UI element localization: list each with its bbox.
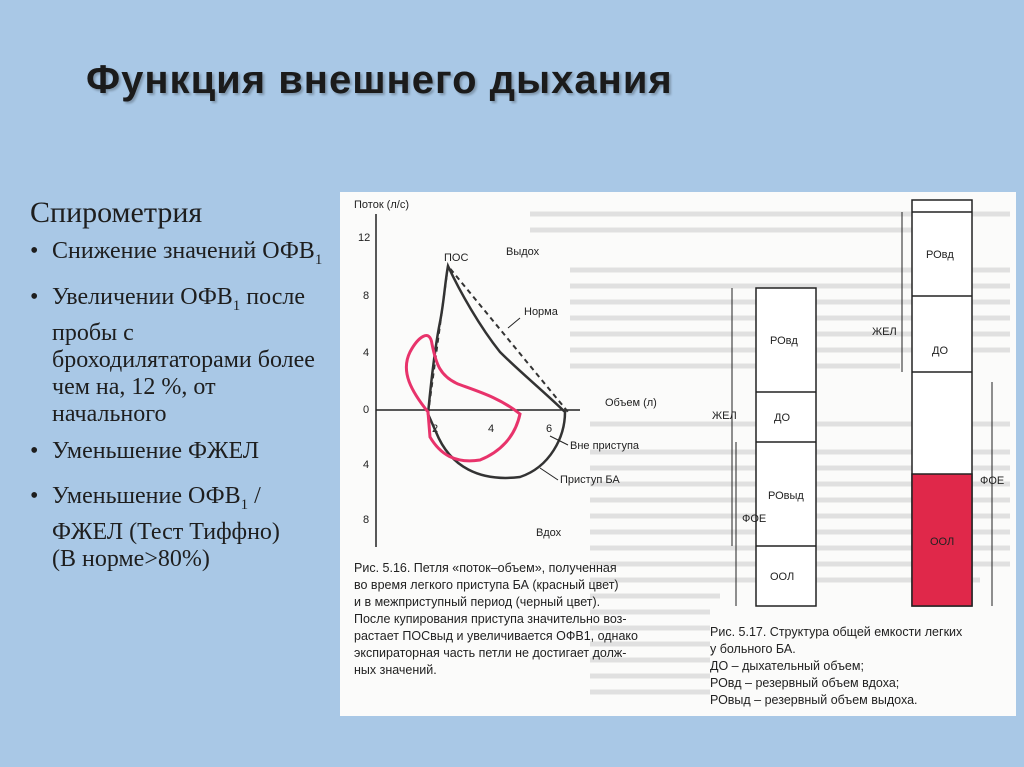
y-tick-label: 8 bbox=[363, 514, 370, 526]
outside-attack-label: Вне приступа bbox=[570, 440, 640, 452]
foe-label: ФОЕ bbox=[980, 475, 1005, 487]
inhale-label: Вдох bbox=[536, 527, 562, 539]
svg-text:Рис. 5.17. Структура общей емк: Рис. 5.17. Структура общей емкости легких bbox=[710, 625, 963, 639]
x-tick-label: 2 bbox=[432, 423, 439, 435]
y-axis-label: Поток (л/с) bbox=[354, 199, 409, 211]
attack-label: Приступ БА bbox=[560, 474, 620, 486]
svg-text:Рис. 5.16. Петля «поток–объем»: Рис. 5.16. Петля «поток–объем», полученная bbox=[354, 561, 617, 575]
norm-label: Норма bbox=[524, 306, 558, 318]
outside-attack-loop bbox=[428, 266, 565, 478]
bullet-item: • Снижение значений $ОФВ_1$ bbox=[30, 238, 330, 274]
y-tick-label: 0 bbox=[363, 404, 370, 416]
left-text-block bbox=[30, 196, 330, 583]
figure-516-caption bbox=[354, 561, 638, 677]
svg-text:растает ПОСвыд и увеличивается: растает ПОСвыд и увеличивается ОФВ1, однако bbox=[354, 629, 638, 643]
pos-label: ПОС bbox=[444, 252, 469, 264]
bullet-list bbox=[30, 238, 330, 573]
svg-text:у больного БА.: у больного БА. bbox=[710, 642, 796, 656]
do-label: ДО bbox=[932, 345, 949, 357]
rovyd-label: РОвыд bbox=[768, 490, 804, 502]
zhel-label: ЖЕЛ bbox=[712, 410, 737, 422]
x-tick-label: 4 bbox=[488, 423, 495, 435]
bullet-item: • Увеличении $ОФВ_1$ после пробы с броходилятаторами более чем на, 12 %, от начального bbox=[30, 284, 330, 428]
svg-text:После купирования приступа зна: После купирования приступа значительно воз- bbox=[354, 612, 627, 626]
ool-label: ООЛ bbox=[770, 571, 795, 583]
x-tick-label: 6 bbox=[546, 423, 553, 435]
slide-title: Функция внешнего дыхания bbox=[86, 58, 673, 102]
x-axis-title: Объем (л) bbox=[605, 397, 657, 409]
figure-svg bbox=[340, 192, 1016, 716]
foe-label: ФОЕ bbox=[742, 513, 767, 525]
zhel-label: ЖЕЛ bbox=[872, 326, 897, 338]
patient-volume-column bbox=[872, 200, 1004, 606]
svg-text:и в межприступный период (черн: и в межприступный период (черный цвет). bbox=[354, 595, 601, 609]
svg-text:экспираторная часть петли не д: экспираторная часть петли не достигает долж- bbox=[354, 646, 627, 660]
y-tick-label: 4 bbox=[363, 347, 370, 359]
svg-text:РОвыд – резервный объем выдоха: РОвыд – резервный объем выдоха. bbox=[710, 693, 918, 707]
y-tick-label: 8 bbox=[363, 290, 370, 302]
rovd-label: РОвд bbox=[770, 335, 798, 347]
bullet-item: • Уменьшение $ОФВ_1$ / ФЖЕЛ (Тест Тиффно) (В норме>80%) bbox=[30, 483, 330, 573]
bullet-item: • Уменьшение ФЖЕЛ bbox=[30, 438, 330, 474]
norm-note: (В норме>80%) bbox=[52, 546, 210, 573]
do-label: ДО bbox=[774, 412, 791, 424]
rovd-label: РОвд bbox=[926, 249, 954, 261]
svg-text:во время легкого приступа БА (: во время легкого приступа БА (красный цвет) bbox=[354, 578, 619, 592]
exhale-label: Выдох bbox=[506, 246, 540, 258]
y-tick-label: 12 bbox=[358, 232, 371, 244]
figure-517-caption bbox=[710, 625, 963, 707]
svg-text:ных значений.: ных значений. bbox=[354, 663, 437, 677]
textbook-figure-image bbox=[340, 192, 1016, 716]
ool-label: ООЛ bbox=[930, 536, 955, 548]
svg-text:РОвд – резервный объем вдоха;: РОвд – резервный объем вдоха; bbox=[710, 676, 900, 690]
normal-loop-line bbox=[428, 266, 568, 414]
subheading: Спирометрия bbox=[30, 196, 203, 229]
y-tick-label: 4 bbox=[363, 459, 370, 471]
svg-text:ДО – дыхательный объем;: ДО – дыхательный объем; bbox=[710, 659, 864, 673]
